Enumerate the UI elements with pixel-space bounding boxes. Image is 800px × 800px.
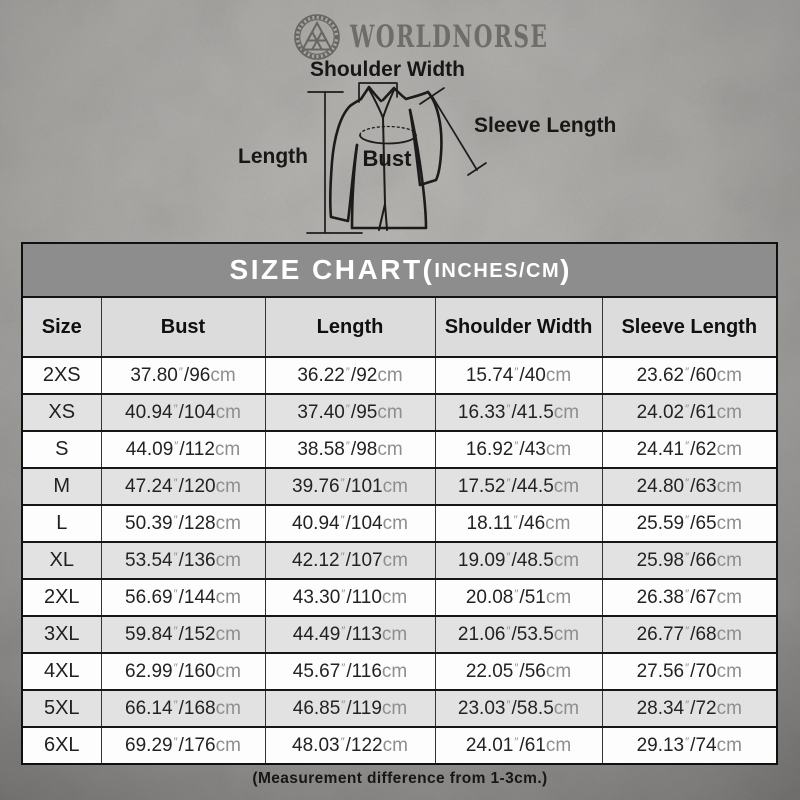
sleeve-length-cell: 26.38″/67cm	[602, 579, 776, 616]
length-cell: 38.58″/98cm	[265, 431, 435, 468]
sleeve-length-cell: 28.34″/72cm	[602, 690, 776, 727]
size-cell: 4XL	[23, 653, 101, 690]
table-row	[23, 357, 776, 394]
sleeve-length-cell: 26.77″/68cm	[602, 616, 776, 653]
shoulder-width-label: Shoulder Width	[310, 58, 465, 81]
sleeve-length-cell: 24.80″/63cm	[602, 468, 776, 505]
column-header-shoulder-width: Shoulder Width	[435, 298, 602, 357]
size-cell: 2XS	[23, 357, 101, 394]
shoulder-width-cell: 15.74″/40cm	[435, 357, 602, 394]
table-row	[23, 431, 776, 468]
shoulder-width-cell: 23.03″/58.5cm	[435, 690, 602, 727]
size-cell: 3XL	[23, 616, 101, 653]
size-cell: 6XL	[23, 727, 101, 763]
length-cell: 46.85″/119cm	[265, 690, 435, 727]
shoulder-width-cell: 22.05″/56cm	[435, 653, 602, 690]
size-cell: 5XL	[23, 690, 101, 727]
bust-cell: 53.54″/136cm	[101, 542, 265, 579]
bust-cell: 44.09″/112cm	[101, 431, 265, 468]
measurement-note: (Measurement difference from 1-3cm.)	[252, 770, 548, 787]
header-row	[23, 298, 776, 357]
table-row	[23, 653, 776, 690]
table-row	[23, 727, 776, 763]
title-close: )	[560, 254, 570, 285]
sleeve-length-cell: 25.98″/66cm	[602, 542, 776, 579]
column-header-bust: Bust	[101, 298, 265, 357]
title-unit: INCHES/CM	[434, 260, 561, 282]
table-row	[23, 579, 776, 616]
bust-cell: 59.84″/152cm	[101, 616, 265, 653]
table-row	[23, 616, 776, 653]
brand-name: WORLDNORSE	[350, 19, 549, 55]
length-cell: 45.67″/116cm	[265, 653, 435, 690]
shoulder-width-cell: 18.11″/46cm	[435, 505, 602, 542]
bust-cell: 40.94″/104cm	[101, 394, 265, 431]
length-cell: 40.94″/104cm	[265, 505, 435, 542]
column-header-sleeve-length: Sleeve Length	[602, 298, 776, 357]
length-cell: 36.22″/92cm	[265, 357, 435, 394]
garment-diagram	[230, 56, 650, 246]
shoulder-width-cell: 16.33″/41.5cm	[435, 394, 602, 431]
length-cell: 48.03″/122cm	[265, 727, 435, 763]
sleeve-length-cell: 29.13″/74cm	[602, 727, 776, 763]
shoulder-width-cell: 16.92″/43cm	[435, 431, 602, 468]
bust-cell: 47.24″/120cm	[101, 468, 265, 505]
table-row	[23, 690, 776, 727]
table-row	[23, 542, 776, 579]
table-row	[23, 394, 776, 431]
length-label: Length	[238, 145, 308, 168]
sleeve-length-cell: 24.02″/61cm	[602, 394, 776, 431]
length-cell: 43.30″/110cm	[265, 579, 435, 616]
bust-cell: 56.69″/144cm	[101, 579, 265, 616]
bust-cell: 37.80″/96cm	[101, 357, 265, 394]
length-cell: 39.76″/101cm	[265, 468, 435, 505]
size-chart	[21, 242, 778, 765]
sleeve-length-cell: 27.56″/70cm	[602, 653, 776, 690]
size-chart-title	[23, 244, 776, 298]
sleeve-length-label: Sleeve Length	[474, 114, 617, 137]
size-cell: XS	[23, 394, 101, 431]
title-main: SIZE CHART(	[229, 254, 435, 285]
valknut-emblem-icon	[293, 13, 341, 61]
bust-label: Bust	[362, 146, 412, 171]
shoulder-width-cell: 19.09″/48.5cm	[435, 542, 602, 579]
shoulder-width-cell: 24.01″/61cm	[435, 727, 602, 763]
table-row	[23, 505, 776, 542]
sleeve-length-cell: 24.41″/62cm	[602, 431, 776, 468]
length-cell: 44.49″/113cm	[265, 616, 435, 653]
shoulder-width-cell: 20.08″/51cm	[435, 579, 602, 616]
size-cell: S	[23, 431, 101, 468]
length-cell: 42.12″/107cm	[265, 542, 435, 579]
size-table-body	[23, 357, 776, 763]
shoulder-width-cell: 21.06″/53.5cm	[435, 616, 602, 653]
length-cell: 37.40″/95cm	[265, 394, 435, 431]
bust-cell: 66.14″/168cm	[101, 690, 265, 727]
column-header-length: Length	[265, 298, 435, 357]
size-cell: L	[23, 505, 101, 542]
shoulder-width-cell: 17.52″/44.5cm	[435, 468, 602, 505]
size-table	[23, 298, 776, 763]
size-cell: XL	[23, 542, 101, 579]
size-cell: M	[23, 468, 101, 505]
table-row	[23, 468, 776, 505]
bust-cell: 62.99″/160cm	[101, 653, 265, 690]
bust-cell: 69.29″/176cm	[101, 727, 265, 763]
brand-header	[0, 0, 800, 62]
bust-cell: 50.39″/128cm	[101, 505, 265, 542]
column-header-size: Size	[23, 298, 101, 357]
sleeve-length-cell: 23.62″/60cm	[602, 357, 776, 394]
size-cell: 2XL	[23, 579, 101, 616]
sleeve-length-cell: 25.59″/65cm	[602, 505, 776, 542]
